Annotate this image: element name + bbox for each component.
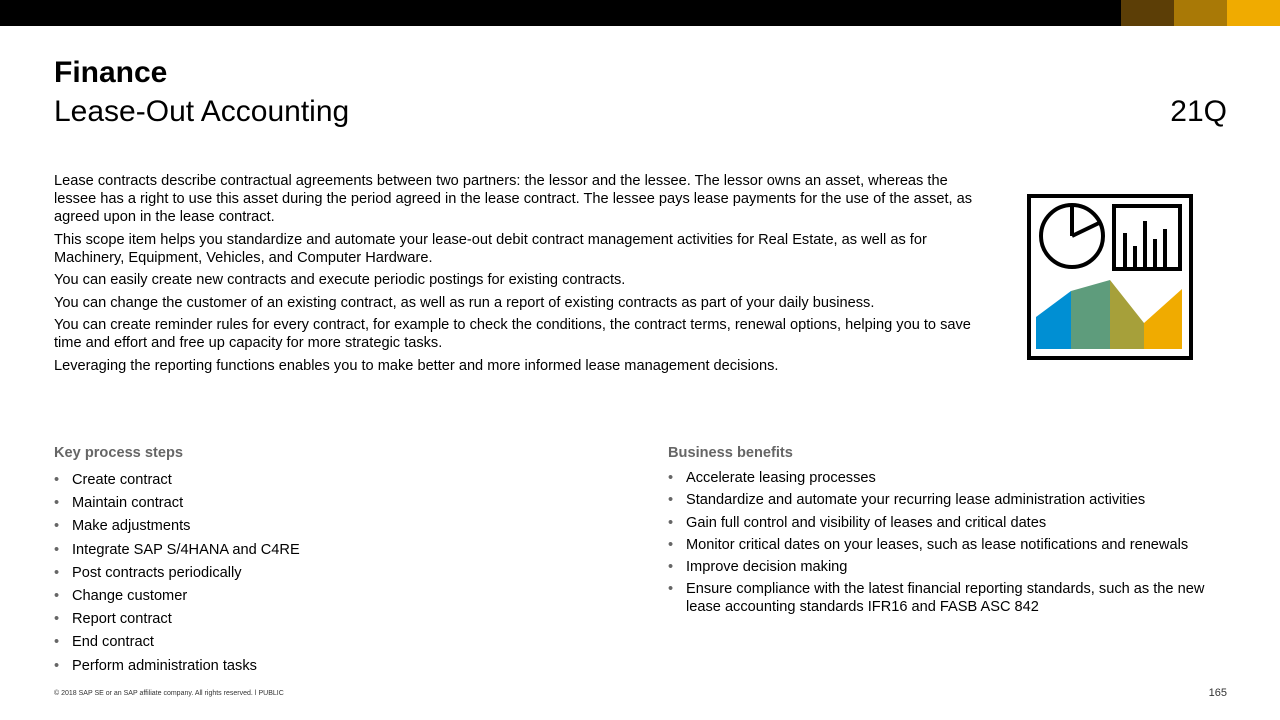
release-label: 21Q — [1170, 95, 1227, 128]
list-item: • Change customer — [54, 587, 300, 605]
accent-block-gold — [1227, 0, 1280, 26]
description-paragraph: You can easily create new contracts and execute periodic postings for existing contracts. — [54, 272, 626, 288]
description-paragraph: You can create reminder rules for every contract, for example to check the conditions, the contract terms, renewal options, helping you to save time and effort and free up capacity for more strategic tasks. — [54, 317, 971, 351]
list-item: • Make adjustments — [54, 517, 300, 535]
list-item: • Report contract — [54, 610, 300, 628]
area-segment-teal — [1071, 280, 1110, 349]
description-paragraph: You can change the customer of an existing contract, as well as run a report of existing contracts as part of your daily business. — [54, 294, 875, 311]
description-paragraph: This scope item helps you standardize and automate your lease-out debit contract management activities for Real Estate, as well as for Machinery, Equipment, Vehicles, and Computer Hardware. — [54, 231, 927, 266]
description — [54, 172, 979, 379]
list-item: • Improve decision making — [668, 558, 1233, 576]
list-item: • Create contract — [54, 471, 300, 489]
page-title: Finance — [54, 56, 168, 89]
key-process-steps-list — [54, 471, 300, 680]
top-bar — [0, 0, 1280, 26]
list-item: • Ensure compliance with the latest financial reporting standards, such as the new lease accounting standards IFR16 and FASB ASC 842 — [668, 580, 1233, 616]
analytics-dashboard-icon — [1026, 193, 1194, 361]
copyright-notice: © 2018 SAP SE or an SAP affiliate company. All rights reserved. ǀ PUBLIC — [54, 690, 284, 697]
list-item: • Integrate SAP S/4HANA and C4RE — [54, 541, 300, 559]
page-subtitle: Lease-Out Accounting — [54, 95, 350, 128]
page-number: 165 — [1208, 687, 1227, 699]
list-item: • Maintain contract — [54, 494, 300, 512]
key-process-steps-heading: Key process steps — [54, 445, 183, 461]
list-item: • Perform administration tasks — [54, 657, 300, 675]
accent-block-dark — [1121, 0, 1174, 26]
accent-block-mid — [1174, 0, 1227, 26]
list-item: • Post contracts periodically — [54, 564, 300, 582]
list-item: • End contract — [54, 633, 300, 651]
business-benefits-heading: Business benefits — [668, 445, 793, 461]
description-paragraph: Lease contracts describe contractual agreements between two partners: the lessor and the lessee. The lessor owns an asset, whereas the lessee has a right to use this asset during the period agreed in the lease contract. The lessee pays lease payments for the use of the asset, as agreed upon in the lease contract. — [54, 173, 973, 225]
list-item: • Standardize and automate your recurring lease administration activities — [668, 491, 1233, 509]
business-benefits-list — [668, 469, 1233, 621]
list-item: • Monitor critical dates on your leases, such as lease notifications and renewals — [668, 536, 1233, 554]
list-item: • Gain full control and visibility of leases and critical dates — [668, 514, 1233, 532]
list-item: • Accelerate leasing processes — [668, 469, 1233, 487]
description-paragraph: Leveraging the reporting functions enables you to make better and more informed lease management decisions. — [54, 357, 779, 374]
